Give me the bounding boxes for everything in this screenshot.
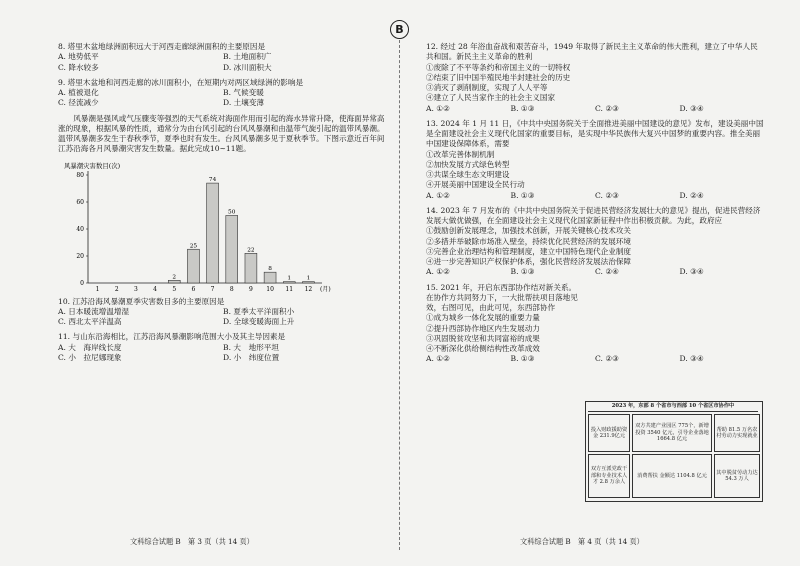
chart-axes [76,171,330,293]
q13-option-b: B. ①③ [510,190,535,200]
chart-y-tick-label: 80 [76,171,84,179]
q12-option-b: B. ①③ [510,103,535,113]
question-13-options [426,191,764,201]
chart-x-tick-label: 10 [266,285,274,293]
q14-statement-1: ①鼓励创新发展理念，加强技术创新，开展关键核心技术攻关 [426,226,632,236]
chart-y-tick-label: 20 [76,252,84,260]
q14-option-d: D. ③④ [679,267,704,277]
q9-option-d: D. 土壤变薄 [223,98,265,108]
q8-option-c: C. 降水较多 [58,62,99,72]
right-page-footer: 文科综合试题 B 第 4 页（共 14 页） [520,537,644,546]
chart-x-axis-label: (月) [320,285,331,293]
infobox-cell-consumption: 消费帮扶 金额达 1104.8 亿元 [632,454,712,498]
chart-x-tick-label: 2 [114,285,119,293]
q10-option-b: B. 夏季太平洋面积小 [223,306,295,316]
question-8-options [58,52,388,73]
chart-x-tick-label: 4 [153,285,157,293]
chart-bar [226,215,238,283]
question-11-options [58,343,388,364]
q13-option-d: D. ②④ [679,190,704,200]
question-14-stem: 14. 2023 年 7 月发布的《中共中央国务院关于促进民营经济发展壮大的意见》提出，促进民营经济发展大做优做强，在全面建设社会主义现代化国家新征程中作出积极贡献。为此，政府应 [426,205,761,225]
chart-data-label: 50 [228,209,236,215]
question-9-options [58,88,388,109]
q15-option-a: A. ①② [426,354,450,364]
q11-option-c: C. 小 拉尼娜现象 [58,352,122,362]
question-12-stem: 12. 经过 28 年浴血奋战和艰苦奋斗，1949 年取得了新民主主义革命的伟大胜利，建立了中华人民共和国。新民主主义革命的胜利 [426,42,758,62]
q13-statement-1: ①改革完善体制机制 [426,149,495,159]
chart-x-tick-label: 11 [285,285,294,293]
q15-option-c: C. ②③ [595,354,619,364]
q15-statement-4: ④不断深化供给侧结构性改革成效 [426,344,540,353]
q8-option-a: A. 地势低平 [58,52,99,62]
infobox-cell-employment: 帮助 81.5 万名农村劳动力实现就业 [714,414,760,452]
infobox-cell-funds: 投入财政援助资金 231.9亿元 [588,414,630,452]
chart-y-axis-label: 风暴潮灾害数目(次) [64,161,121,170]
chart-x-tick-label: 7 [210,285,215,293]
q14-statement-4: ④进一步完善知识产权保护体系，强化民营经济发展法治保障 [426,257,632,266]
q8-option-d: D. 冰川面积大 [223,62,272,72]
q13-statement-2: ②加快发展方式绿色转型 [426,159,510,169]
q14-option-a: A. ①② [426,267,450,277]
infobox-cell-cadres: 双方互派党政干部和专业技术人才 2.8 万余人 [588,454,630,498]
question-14-options [426,267,764,277]
left-page [58,42,388,363]
q15-option-d: D. ③④ [679,354,704,364]
q12-statement-4: ④建立了人民当家作主的社会主义国家 [426,93,556,103]
chart-data-label: 2 [172,273,177,280]
q14-statement-3: ③完善企业治理结构和管理制度，建立中国特色现代企业制度 [426,246,632,256]
chart-x-tick-label: 6 [191,285,196,293]
east-west-cooperation-infobox [585,401,763,502]
q12-option-a: A. ①② [426,103,450,113]
chart-y-tick-label: 60 [76,198,84,206]
q9-option-c: C. 径流减少 [58,98,99,108]
q15-statement-3: ③巩固脱贫攻坚和共同富裕的成果 [426,333,540,343]
infobox-cell-industrial-parks: 双方共建产业园区 775个，新增投资 3540 亿元，引导企业落地 1664.8 亿元 [632,414,712,452]
question-15-options [426,354,764,364]
question-10-stem: 10. 江苏沿海风暴潮夏季灾害数目多的主要原因是 [58,296,225,306]
q14-statement-2: ②多措并举破除市场准入壁垒，持续优化民营经济的发展环境 [426,236,632,246]
chart-y-tick-label: 40 [76,225,84,233]
chart-x-tick-label: 3 [134,285,138,293]
question-15-block [426,283,582,355]
chart-bar [187,249,199,283]
chart-bar [207,183,219,283]
q12-statement-1: ①废除了不平等条约和帝国主义的一切特权 [426,62,571,72]
question-13-stem: 13. 2024 年 1 月 11 日，《中共中央国务院关于全面推进美丽中国建设的意见》发布，建设美丽中国是全面建设社会主义现代化国家的重要目标，是实现中华民族伟大复兴中国梦的重要内容。推全美丽中国建设保障体系，需要 [426,118,764,149]
chart-bars [168,177,314,283]
q13-statement-4: ④开展美丽中国建设全民行动 [426,180,525,190]
chart-x-tick-label: 9 [249,285,253,293]
q8-option-b: B. 土地面积广 [223,52,272,62]
q13-option-a: A. ①② [426,190,450,200]
chart-bar [245,253,257,283]
q9-option-b: B. 气候变暖 [223,88,264,97]
question-11-stem: 11. 与山东沿海相比，江苏沿海风暴潮影响范围大小及其主导因素是 [58,332,286,342]
infobox-title: 2023 年，东部 8 个省市与西部 10 个省区市协作中 [588,403,758,412]
q10-option-d: D. 全球变暖海面上升 [223,317,295,326]
q13-statement-3: ③共谋全球生态文明建设 [426,170,510,179]
storm-surge-passage: 风暴潮是强风或气压骤变等强烈的天气系统对海面作用而引起的海水异常升降，使海面异常高涨的现象，根据风暴的性质，通常分为由台风引起的台风风暴潮和由温带气旋引起的温带风暴潮。温带风暴潮多发生于春秋季节，夏季也时有发生。台风风暴潮多见于夏秋季节。下图示意近百年间江苏沿海各月风暴潮灾害发生数量。据此完成10~11题。 [58,113,385,154]
q11-option-b: B. 大 地形平坦 [223,342,279,352]
storm-surge-bar-chart [58,159,388,297]
question-15-stem: 15. 2021 年，开启东西部协作结对新关系。在协作方共同努力下，一大批帮扶项目落地见效，右图可见，由此可见，东西部协作 [426,282,578,312]
chart-data-label: 1 [287,275,292,282]
left-page-footer: 文科综合试题 B 第 3 页（共 14 页） [130,537,254,546]
page-divider [399,40,401,550]
version-badge: B [390,20,409,39]
q12-statement-3: ③消灭了剥削制度，实现了人人平等 [426,83,548,92]
chart-data-label: 74 [208,176,217,183]
chart-bar [302,281,314,282]
chart-y-tick-label: 0 [80,279,84,287]
infobox-cell-poverty-labor: 其中脱贫劳动力达 54.3 万人 [714,454,760,498]
chart-bar [283,281,295,282]
q12-option-c: C. ②③ [595,103,619,113]
q13-option-c: C. ②③ [595,190,619,200]
chart-x-tick-label: 12 [304,285,313,293]
chart-bar [264,272,276,283]
chart-x-tick-label: 8 [229,285,234,293]
q14-option-b: B. ①③ [510,267,535,277]
chart-data-label: 25 [189,242,198,249]
question-8-stem: 8. 塔里木盆地绿洲面积远大于河西走廊绿洲面积的主要原因是 [58,42,266,51]
q15-statement-1: ①成为城乡一体化发展的重要力量 [426,313,540,323]
storm-surge-chart [58,159,388,297]
chart-x-tick-label: 1 [95,285,100,293]
q14-option-c: C. ②④ [595,267,619,277]
q10-option-c: C. 西北太平洋温高 [58,317,122,326]
q12-statement-2: ②结束了旧中国半殖民地半封建社会的历史 [426,72,571,82]
q15-option-b: B. ①③ [510,354,535,364]
chart-x-tick-label: 5 [172,285,177,293]
q11-option-a: A. 大 海岸线长度 [58,342,122,352]
q12-option-d: D. ③④ [679,103,704,113]
chart-data-label: 8 [268,265,272,272]
q15-statement-2: ②提升西部协作地区内生发展动力 [426,323,540,333]
question-12-options [426,104,764,114]
q11-option-d: D. 小 纬度位置 [223,352,280,362]
right-page [426,42,764,365]
chart-bar [168,280,180,283]
chart-data-label: 22 [247,246,255,253]
q10-option-a: A. 日本暖流增温增湿 [58,306,130,316]
chart-data-label: 1 [306,275,311,282]
question-10-options [58,307,388,328]
q9-option-a: A. 植被退化 [58,88,99,97]
question-9-stem: 9. 塔里木盆地和河西走廊的冰川面积小，在短期内对两区域绿洲的影响是 [58,77,304,87]
